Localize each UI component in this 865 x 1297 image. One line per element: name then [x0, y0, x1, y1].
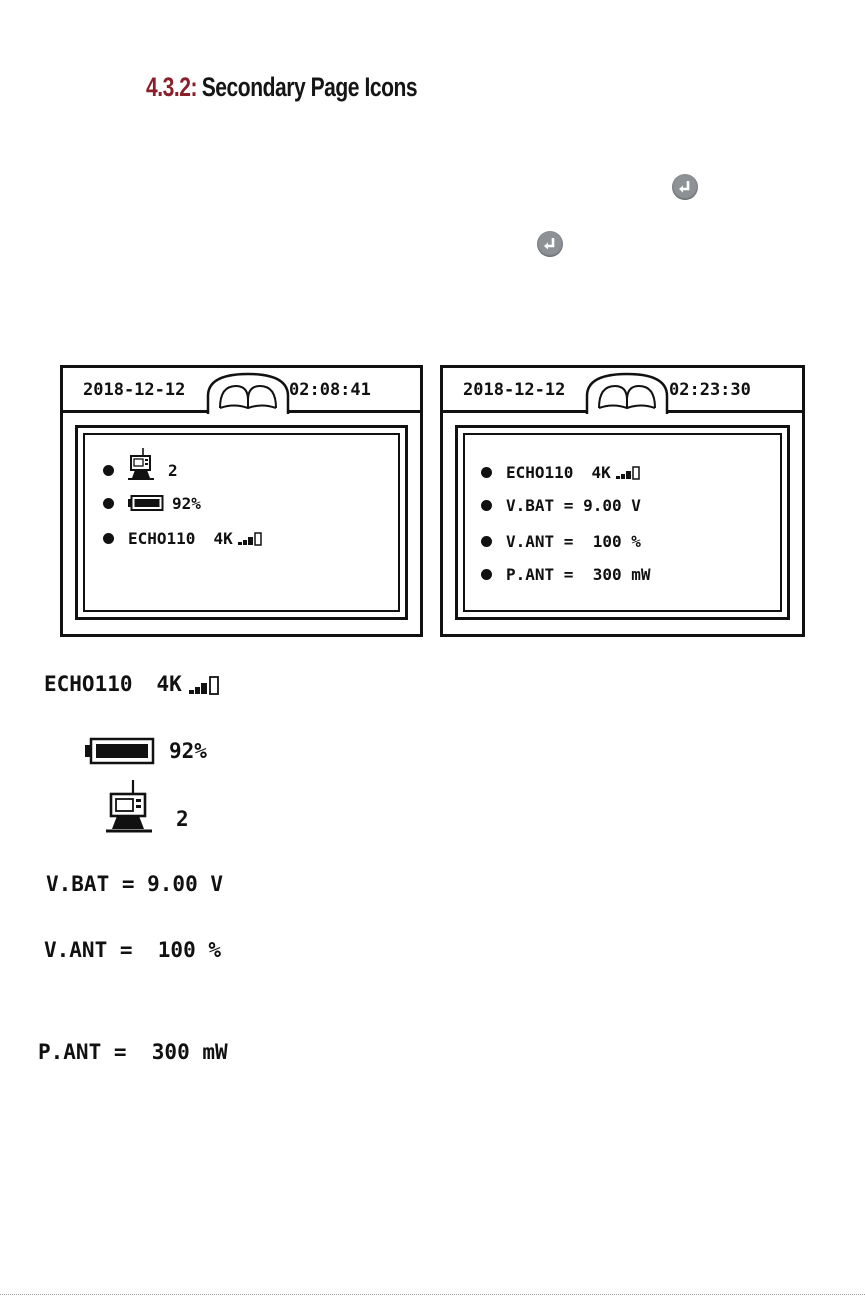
bullet — [103, 498, 114, 509]
battery-row — [103, 492, 201, 514]
bullet — [103, 533, 114, 544]
vant-row — [481, 530, 641, 552]
legend-radio — [106, 780, 189, 836]
legend-vant-value: V.ANT = 100 % — [44, 938, 222, 962]
radio-transmitter-icon — [128, 448, 154, 482]
bullet — [481, 500, 492, 511]
legend-vbat — [46, 872, 223, 896]
lcd-content-inner — [463, 433, 782, 612]
link-name: ECHO110 — [128, 528, 196, 548]
bullet — [103, 465, 114, 476]
open-book-icon — [585, 370, 669, 414]
link-rate: 4K — [213, 528, 233, 548]
lcd-screen-status — [60, 365, 423, 637]
legend-link-rate: 4K — [156, 672, 182, 696]
legend-link — [44, 672, 222, 696]
lcd-header-bar — [63, 368, 420, 413]
legend-vant — [44, 938, 221, 962]
legend-link-name: ECHO110 — [44, 672, 133, 696]
lcd-content-frame — [75, 425, 408, 620]
enter-return-icon — [672, 174, 698, 200]
section-heading — [146, 72, 417, 103]
enter-return-icon — [537, 231, 563, 257]
pant-value: P.ANT = 300 mW — [506, 564, 651, 584]
legend-battery — [85, 737, 207, 765]
lcd-header-bar — [443, 368, 802, 413]
open-book-icon — [206, 370, 290, 414]
radio-count-value: 2 — [168, 460, 178, 480]
radio-transmitter-icon — [106, 780, 152, 836]
section-number: 4.3.2: — [146, 72, 198, 102]
lcd-date: 2018-12-12 — [83, 380, 186, 400]
link-row — [103, 527, 265, 549]
bullet — [481, 536, 492, 547]
signal-strength-icon — [237, 530, 265, 546]
link-row — [481, 461, 643, 483]
battery-icon — [128, 495, 164, 511]
signal-strength-icon — [188, 673, 222, 695]
bullet — [481, 569, 492, 580]
bullet — [481, 467, 492, 478]
legend-radio-count: 2 — [176, 807, 189, 831]
legend-battery-percent: 92% — [169, 739, 207, 763]
link-rate: 4K — [591, 462, 611, 482]
link-name: ECHO110 — [506, 462, 574, 482]
section-title: Secondary Page Icons — [201, 72, 418, 102]
vant-value: V.ANT = 100 % — [506, 531, 641, 551]
lcd-date: 2018-12-12 — [463, 380, 566, 400]
radio-count-row — [103, 459, 178, 481]
legend-pant — [38, 1040, 228, 1064]
lcd-time: 02:23:30 — [669, 380, 751, 400]
signal-strength-icon — [615, 464, 643, 480]
footer-rule — [0, 1294, 865, 1295]
lcd-content-frame — [455, 425, 790, 620]
pant-row — [481, 563, 651, 585]
lcd-screen-antenna — [440, 365, 805, 637]
legend-vbat-value: V.BAT = 9.00 V — [46, 872, 224, 896]
battery-percent: 92% — [172, 493, 201, 513]
legend-pant-value: P.ANT = 300 mW — [38, 1040, 228, 1064]
vbat-value: V.BAT = 9.00 V — [506, 495, 641, 515]
vbat-row — [481, 494, 641, 516]
battery-icon — [85, 737, 155, 765]
lcd-time: 02:08:41 — [289, 380, 371, 400]
